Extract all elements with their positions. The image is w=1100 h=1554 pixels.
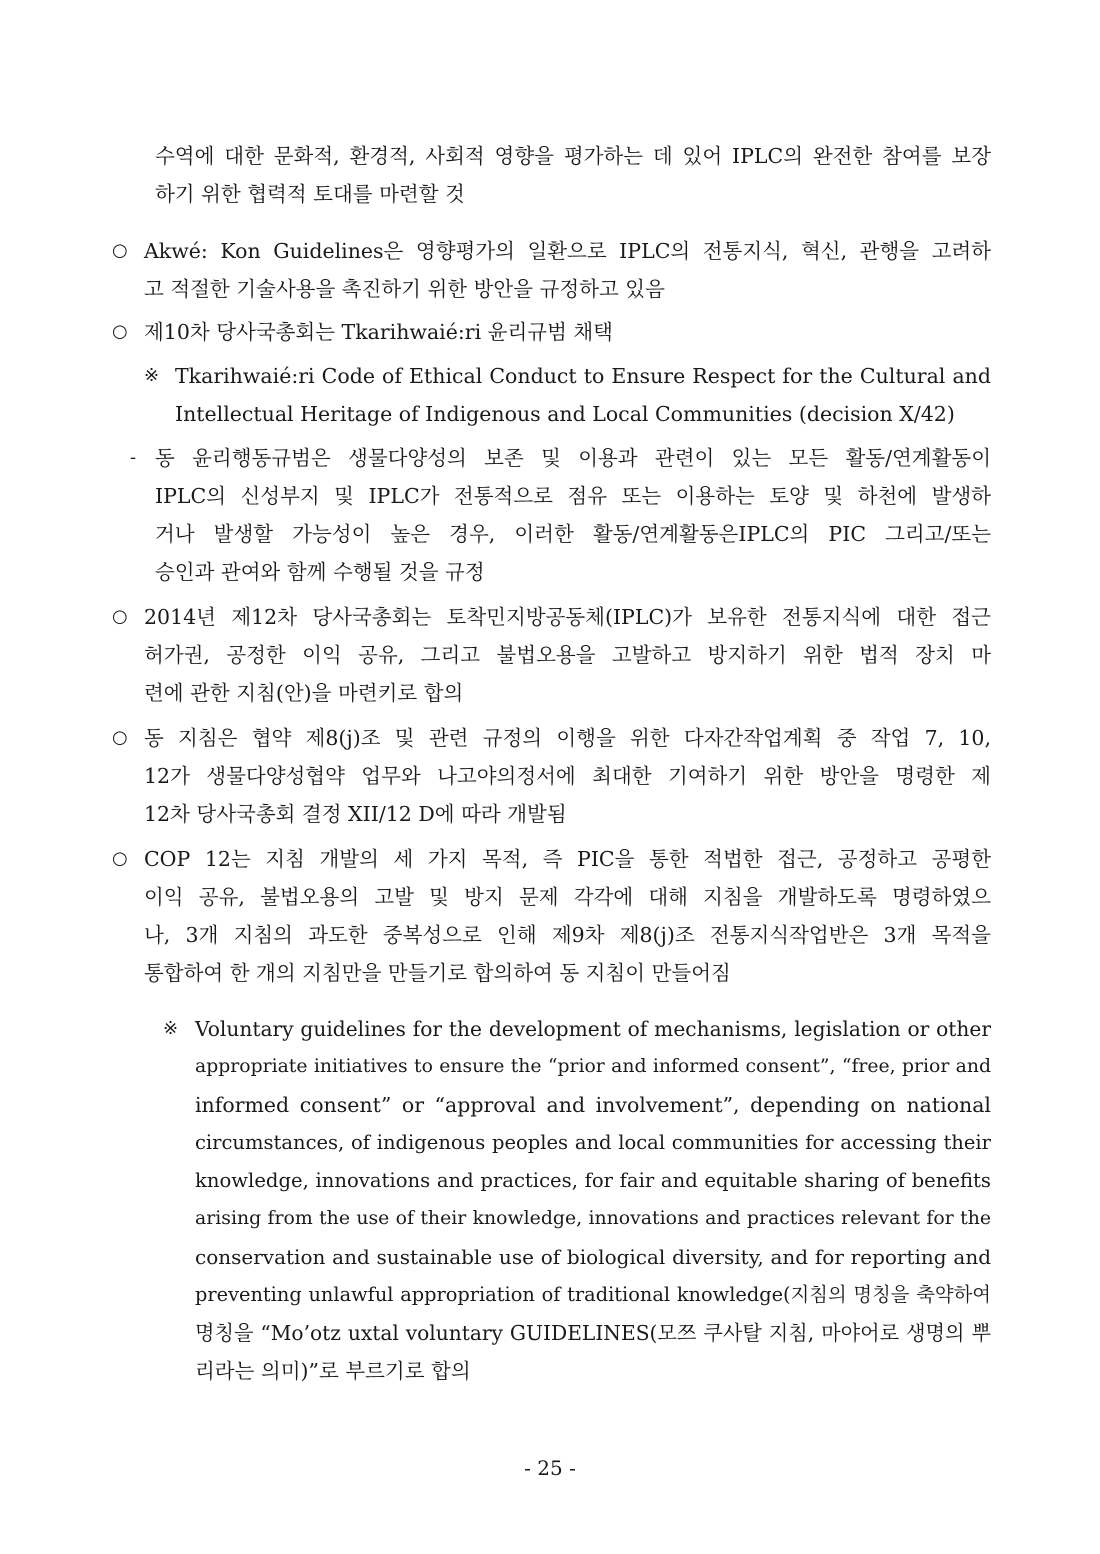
text-line: 승인과 관여와 함께 수행될 것을 규정: [155, 560, 485, 584]
text-line: IPLC의 신성부지 및 IPLC가 전통적으로 점유 또는 이용하는 토양 및 하천에 발생하: [155, 484, 991, 508]
circle-bullet-icon: ○: [112, 240, 128, 261]
reference-mark-icon: ※: [144, 365, 160, 386]
text-line: 통합하여 한 개의 지침만을 만들기로 합의하여 동 지침이 만들어짐: [144, 961, 731, 985]
text-line: 이익 공유, 불법오용의 고발 및 방지 문제 각각에 대해 지침을 개발하도록 명령하였으: [144, 885, 991, 909]
text-line: informed consent” or “approval and involvement”, depending on national: [195, 1093, 991, 1117]
text-line: knowledge, innovations and practices, for fair and equitable sharing of benefits: [195, 1169, 991, 1192]
text-line: 리라는 의미)”로 부르기로 합의: [195, 1359, 471, 1383]
circle-bullet-icon: ○: [112, 321, 128, 342]
text-line: conservation and sustainable use of biological diversity, and for reporting and: [195, 1245, 991, 1269]
text-line: 허가권, 공정한 이익 공유, 그리고 불법오용을 고발하고 방지하기 위한 법적 장치 마: [144, 643, 991, 667]
circle-bullet-icon: ○: [112, 727, 128, 748]
text-line: 고 적절한 기술사용을 촉진하기 위한 방안을 규정하고 있음: [144, 277, 665, 301]
page-number: - 25 -: [524, 1456, 576, 1480]
circle-bullet-icon: ○: [112, 606, 128, 627]
text-line: Intellectual Heritage of Indigenous and Local Communities (decision X/42): [175, 402, 955, 426]
text-line: 명칭을 “Mo’otz uxtal voluntary GUIDELINES(모쯔 쿠사탈 지침, 마야어로 생명의 뿌: [195, 1321, 991, 1345]
reference-mark-icon: ※: [163, 1018, 179, 1039]
text-line: 동 지침은 협약 제8(j)조 및 관련 규정의 이행을 위한 다자간작업계획 중 작업 7, 10,: [144, 726, 991, 750]
text-line: 련에 관한 지침(안)을 마련키로 합의: [144, 681, 464, 705]
text-line: appropriate initiatives to ensure the “prior and informed consent”, “free, prior and: [195, 1056, 991, 1077]
text-line: 2014년 제12차 당사국총회는 토착민지방공동체(IPLC)가 보유한 전통지식에 대한 접근: [144, 605, 991, 629]
text-line: 수역에 대한 문화적, 환경적, 사회적 영향을 평가하는 데 있어 IPLC의 완전한 참여를 보장: [155, 144, 991, 168]
text-line: 12가 생물다양성협약 업무와 나고야의정서에 최대한 기여하기 위한 방안을 명령한 제: [144, 764, 991, 788]
text-line: COP 12는 지침 개발의 세 가지 목적, 즉 PIC을 통한 적법한 접근, 공정하고 공평한: [144, 847, 991, 871]
text-line: 동 윤리행동규범은 생물다양성의 보존 및 이용과 관련이 있는 모든 활동/연계활동이: [155, 446, 991, 470]
text-line: Voluntary guidelines for the development of mechanisms, legislation or other: [195, 1017, 991, 1041]
circle-bullet-icon: ○: [112, 848, 128, 869]
text-line: arising from the use of their knowledge, innovations and practices relevant for the: [195, 1208, 991, 1229]
text-line: 제10차 당사국총회는 Tkarihwaié:ri 윤리규범 채택: [144, 320, 613, 344]
text-line: circumstances, of indigenous peoples and local communities for accessing their: [195, 1131, 991, 1154]
text-line: Tkarihwaié:ri Code of Ethical Conduct to Ensure Respect for the Cultural and: [175, 364, 991, 388]
dash-bullet-icon: -: [130, 447, 137, 468]
text-line: preventing unlawful appropriation of traditional knowledge(지침의 명칭을 축약하여: [195, 1283, 991, 1306]
text-line: 거나 발생할 가능성이 높은 경우, 이러한 활동/연계활동은IPLC의 PIC 그리고/또는: [155, 522, 991, 546]
text-line: 하기 위한 협력적 토대를 마련할 것: [155, 182, 465, 206]
text-line: Akwé: Kon Guidelines은 영향평가의 일환으로 IPLC의 전통지식, 혁신, 관행을 고려하: [144, 239, 991, 263]
text-line: 나, 3개 지침의 과도한 중복성으로 인해 제9차 제8(j)조 전통지식작업반은 3개 목적을: [144, 923, 991, 947]
text-line: 12차 당사국총회 결정 XII/12 D에 따라 개발됨: [144, 802, 567, 826]
